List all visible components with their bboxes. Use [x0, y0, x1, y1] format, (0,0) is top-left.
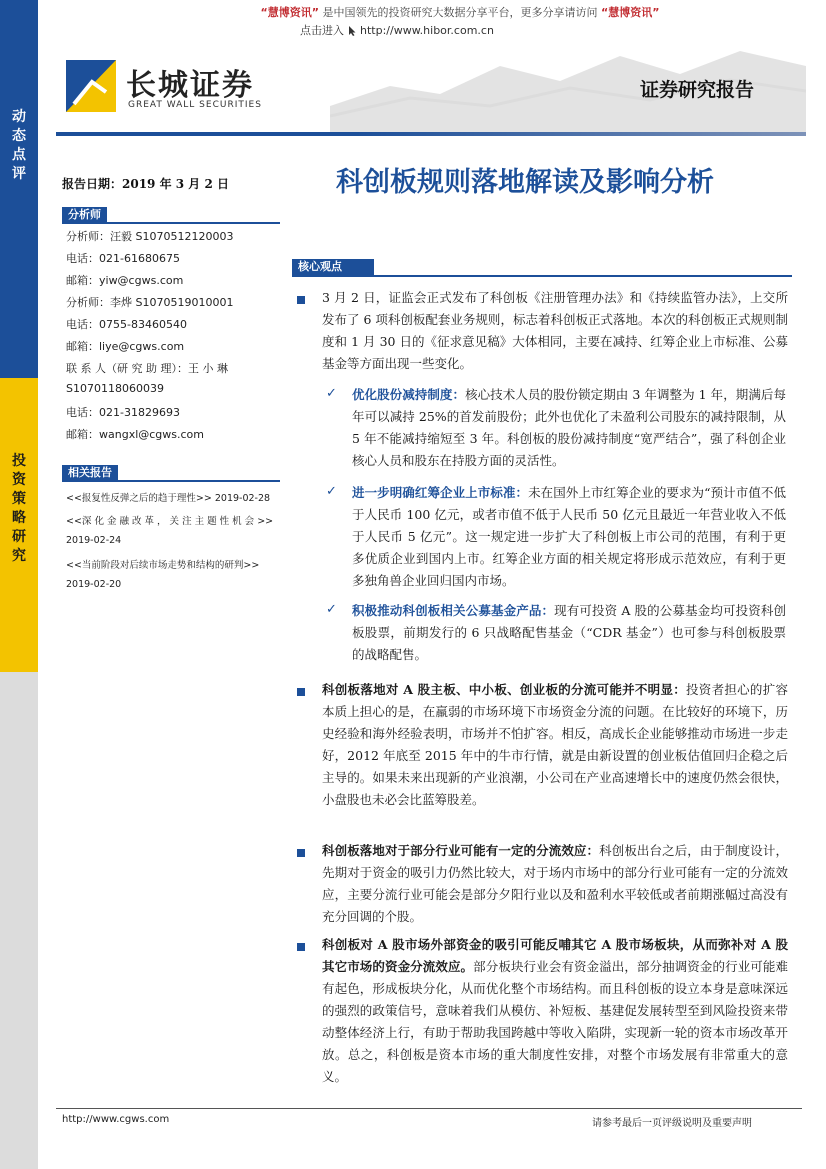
related-heading: 相关报告	[62, 465, 118, 481]
analyst-line: 分析师：李烨 S1070519010001	[66, 296, 234, 309]
sub-point: 进一步明确红筹企业上市标准：未在国外上市红筹企业的要求为“预计市值不低于人民币 100 亿元，或者市值不低于人民币 50 亿元且最近一年营业收入不低于人民币 5 亿元”。这一规定进一步扩大了科创板上市公司的范围，有利于更多优质企业到国内上市。红筹企业方面的相关规定将形成示范效应，有利于更多独角兽企业回归国内市场。	[352, 485, 786, 588]
analyst-line: 电话：0755-83460540	[66, 318, 187, 331]
footer-divider	[56, 1108, 802, 1109]
banner-enter-label: 点击进入	[300, 24, 344, 37]
banner-quote-open: “	[260, 6, 268, 19]
report-type-label: 证券研究报告	[640, 79, 755, 101]
analyst-line: 联 系 人（研 究 助 理）：王 小 琳	[66, 362, 228, 375]
analyst-line: 分析师：汪毅 S1070512120003	[66, 230, 234, 243]
strip-label-bottom: 投 资 策 略 研 究	[12, 453, 26, 564]
related-report-link[interactable]: <<当前阶段对后续市场走势和结构的研判>>	[66, 560, 260, 571]
related-report-link[interactable]: <<报复性反弹之后的趋于理性>> 2019-02-28	[66, 493, 271, 504]
strip-label-top: 动 态 点 评	[12, 109, 26, 182]
square-bullet-icon	[297, 296, 305, 304]
core-paragraph: 科创板落地对于部分行业可能有一定的分流效应：科创板出台之后，由于制度设计，先期对于资金的吸引力仍然比较大，对于场内市场中的部分行业可能有一定的分流效应，主要分流行业可能会是部分夕阳行业以及和盈利水平较低或者前期涨幅过高没有充分回调的个股。	[322, 843, 788, 924]
square-bullet-icon	[297, 688, 305, 696]
check-icon: ✓	[326, 602, 337, 617]
analyst-heading: 分析师	[62, 207, 107, 223]
related-report-date: 2019-02-20	[66, 579, 122, 590]
sub-point: 积极推动科创板相关公募基金产品：现有可投资 A 股的公募基金均可投资科创板股票，前期发行的 6 只战略配售基金（“CDR 基金”）也可参与科创板股票的战略配售。	[352, 603, 786, 662]
check-icon: ✓	[326, 386, 337, 401]
analyst-line: 电话：021-61680675	[66, 252, 180, 265]
banner-site-name-2[interactable]: 慧博资讯	[608, 6, 653, 19]
report-title: 科创板规则落地解读及影响分析	[336, 167, 714, 198]
analyst-line[interactable]: 邮箱：yiw@cgws.com	[66, 274, 184, 287]
report-date: 报告日期：2019 年 3 月 2 日	[62, 177, 229, 191]
footer-url[interactable]: http://www.cgws.com	[62, 1114, 170, 1125]
analyst-line: S1070118060039	[66, 382, 164, 395]
company-name-en: GREAT WALL SECURITIES	[128, 100, 262, 110]
square-bullet-icon	[297, 849, 305, 857]
left-strip-blue	[0, 0, 38, 378]
banner-site-name[interactable]: 慧博资讯	[267, 6, 312, 19]
analyst-line: 电话：021-31829693	[66, 406, 180, 419]
core-paragraph: 科创板落地对 A 股主板、中小板、创业板的分流可能并不明显：投资者担心的扩容本质上担心的是，在羸弱的市场环境下市场资金分流的问题。在比较好的环境下，历史经验和海外经验表明，市场并不怕扩容。相反，高成长企业能够推动市场进一步走好，2012 年底至 2015 年中的牛市行情，就是由新设置的创业板估值回归企稳之后主导的。如果未来出现新的产业浪潮，小公司在产业高速增长中的速度仍然会很快，小盘股也未必会比蓝筹股差。	[322, 682, 788, 807]
sub-point: 优化股份减持制度：核心技术人员的股份锁定期由 3 年调整为 1 年，期满后每年可以减持 25%的首发前股份；此外也优化了未盈利公司股东的减持限制，从 5 年不能减持缩短至 3 年。科创板的股份减持制度“宽严结合”，强了科创企业核心人员和股东在持股方面的灵活性。	[352, 387, 786, 468]
check-icon: ✓	[326, 484, 337, 499]
analyst-divider	[62, 222, 280, 224]
header-divider	[56, 132, 806, 136]
core-heading: 核心观点	[292, 259, 374, 275]
company-name-cn: 长城证券	[126, 68, 254, 103]
related-divider	[62, 480, 280, 482]
analyst-line[interactable]: 邮箱：liye@cgws.com	[66, 340, 185, 353]
banner-url[interactable]: http://www.hibor.com.cn	[360, 24, 494, 37]
analyst-line[interactable]: 邮箱：wangxl@cgws.com	[66, 428, 205, 441]
related-report-link[interactable]: <<深 化 金 融 改 革 ， 关 注 主 题 性 机 会 >>	[66, 516, 274, 527]
square-bullet-icon	[297, 943, 305, 951]
company-logo	[66, 60, 116, 112]
banner-quote-close: ”	[311, 6, 319, 19]
core-paragraph: 科创板对 A 股市场外部资金的吸引可能反哺其它 A 股市场板块，从而弥补对 A 股其它市场的资金分流效应。部分板块行业会有资金溢出，部分抽调资金的行业可能难有起色，形成板块分化，从而优化整个市场结构。而且科创板的设立本身是意味深远的强烈的政策信号，意味着我们从模仿、补短板、基建促发展转型至到风险投资来带动整体经济上行，有助于帮助我国跨越中等收入陷阱，实现新一轮的资本市场改革开放。总之，科创板是资本市场的重大制度性安排，对整个市场发展有非常重大的意义。	[322, 937, 788, 1084]
related-report-date: 2019-02-24	[66, 535, 122, 546]
promo-banner	[150, 4, 770, 20]
core-divider	[292, 275, 792, 277]
banner-text: 是中国领先的投资研究大数据分享平台，更多分享请访问	[322, 6, 598, 19]
core-paragraph: 3 月 2 日，证监会正式发布了科创板《注册管理办法》和《持续监管办法》，上交所发布了 6 项科创板配套业务规则，标志着科创板正式落地。本次的科创板正式规则制度和 1 月 30 日的《征求意见稿》大体相同，主要在减持、红筹企业上市标准、公募基金等方面出现一些变化。	[322, 290, 788, 371]
footer-disclaimer: 请参考最后一页评级说明及重要声明	[592, 1118, 752, 1129]
banner-quote-close-2: ”	[652, 6, 660, 19]
banner-quote-open-2: “	[601, 6, 609, 19]
